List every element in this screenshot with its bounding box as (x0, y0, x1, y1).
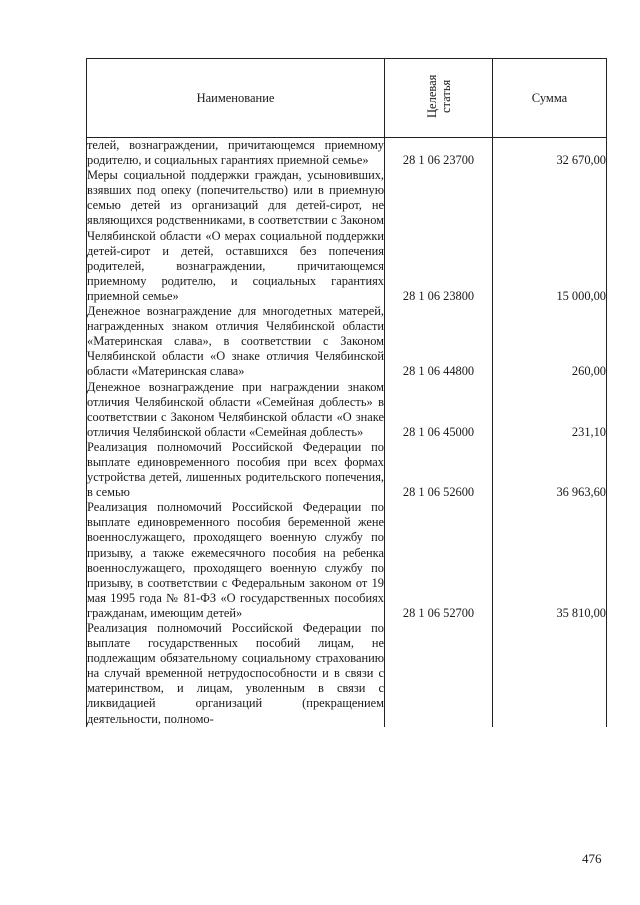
table-row (87, 500, 607, 621)
row-target-article: 28 1 06 44800 (385, 304, 493, 379)
table-row (87, 304, 607, 379)
budget-table (86, 58, 607, 727)
row-name: телей, вознаграждении, причитающемся приемному родителю, и социальных гарантиях приемной семье» (87, 138, 384, 168)
table-row (87, 440, 607, 500)
table-row (87, 168, 607, 304)
table-row (87, 138, 607, 169)
row-sum: 35 810,00 (493, 500, 607, 621)
row-target-article (385, 621, 493, 727)
row-sum: 231,10 (493, 380, 607, 440)
row-target-article: 28 1 06 52600 (385, 440, 493, 500)
row-sum: 32 670,00 (493, 138, 607, 169)
header-name: Наименование (87, 59, 385, 138)
row-name: Реализация полномочий Российской Федерации по выплате единовременного пособия при всех формах устройства детей, лишенных родительского попечения, в семью (87, 439, 384, 500)
table-row (87, 380, 607, 440)
row-target-article: 28 1 06 23800 (385, 168, 493, 304)
row-name: Денежное вознаграждение для многодетных матерей, награжденных знаком отличия Челябинской области «Материнская слава», в соответствии с Законом Челябинской области «О знаке отличия Челябинской области «Материнская слава» (87, 304, 384, 379)
row-name: Денежное вознаграждение при награждении знаком отличия Челябинской области «Семейная доблесть» в соответствии с Законом Челябинской области «О знаке отличия Челябинской области «Семейная доблесть» (87, 379, 384, 439)
row-name: Реализация полномочий Российской Федерации по выплате единовременного пособия беременной жене военнослужащего, проходящего военную службу по призыву, а также ежемесячного пособия на ребенка военнослужащего, проходящего военную службу по призыву, в соответствии с Федеральным законом от 19 мая 1995 года № 81-ФЗ «О государственных пособиях гражданам, имеющим детей» (87, 500, 384, 620)
row-target-article: 28 1 06 45000 (385, 380, 493, 440)
header-target-article-label: Целевая статья (424, 74, 453, 118)
row-sum: 15 000,00 (493, 168, 607, 304)
row-name: Реализация полномочий Российской Федерации по выплате государственных пособий лицам, не подлежащим обязательному социальному страхованию на случай временной нетрудоспособности и в связи с материнством, и лицам, уволенным в связи с ликвидацией организаций (прекращением деятельности, полномо- (87, 621, 384, 726)
row-name: Меры социальной поддержки граждан, усыновивших, взявших под опеку (попечительство) или в приемную семью детей из организаций для детей-сирот, не являющихся родственниками, в соответствии с Законом Челябинской области «О мерах социальной поддержки детей-сирот и детей, оставшихся без попечения родителей, вознаграждении, причитающемся приемному родителю, и социальных гарантиях приемной семье» (87, 168, 384, 303)
row-sum: 260,00 (493, 304, 607, 379)
page-number: 476 (582, 851, 602, 866)
row-sum: 36 963,60 (493, 440, 607, 500)
row-sum (493, 621, 607, 727)
row-target-article: 28 1 06 23700 (385, 138, 493, 169)
row-target-article: 28 1 06 52700 (385, 500, 493, 621)
table-header-row (87, 59, 607, 138)
header-sum: Сумма (493, 59, 607, 138)
table-body (87, 138, 607, 727)
header-target-article (385, 59, 493, 138)
table-row (87, 621, 607, 727)
